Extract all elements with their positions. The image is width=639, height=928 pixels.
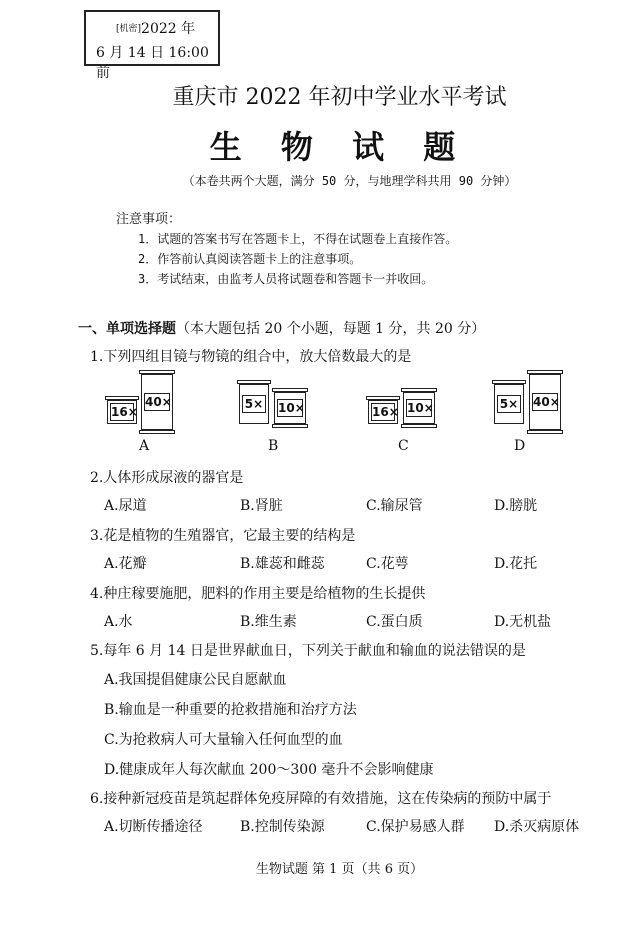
option: C.为抢救病人可大量输入任何血型的血: [104, 732, 343, 748]
option: D.无机盐: [494, 614, 552, 630]
option: B.肾脏: [240, 498, 283, 514]
option: D.健康成年人每次献血 200～300 毫升不会影响健康: [104, 762, 434, 778]
exam-title: 重庆市 2022 年初中学业水平考试: [172, 85, 507, 110]
exam-note: （本卷共两个大题，满分 50 分，与地理学科共用 90 分钟）: [182, 174, 517, 188]
question-stem: 6.接种新冠疫苗是筑起群体免疫屏障的有效措施，这在传染病的预防中属于: [90, 791, 552, 807]
subject-title: 生 物 试 题: [209, 128, 470, 166]
question-stem: 1.下列四组目镜与物镜的组合中，放大倍数最大的是: [90, 349, 412, 365]
option: B.控制传染源: [240, 819, 325, 835]
option: A.我国提倡健康公民自愿献血: [104, 672, 287, 688]
deadline-text: 6 月 14 日 16:00 前: [96, 45, 209, 81]
figure-label-c: C: [398, 438, 409, 454]
objective-b: 10×: [274, 392, 306, 424]
section-desc: （本大题包括 20 个小题，每题 1 分，共 20 分）: [176, 321, 486, 337]
objective-c: 10×: [403, 392, 435, 424]
question-stem: 5.每年 6 月 14 日是世界献血日，下列关于献血和输血的说法错误的是: [90, 643, 526, 659]
option: A.尿道: [104, 498, 147, 514]
objective-d: 40×: [529, 374, 561, 430]
section-header: [78, 318, 485, 338]
option: C.蛋白质: [366, 614, 423, 630]
option: C.输尿管: [366, 498, 423, 514]
option: A.切断传播途径: [104, 819, 203, 835]
question-stem: 3.花是植物的生殖器官，它最主要的结构是: [90, 528, 356, 544]
option: C.花萼: [366, 556, 409, 572]
page-footer: 生物试题 第 1 页（共 6 页）: [255, 862, 424, 877]
secret-mark-line: [116, 18, 195, 38]
secret-deadline-box: [84, 10, 220, 81]
option: D.膀胱: [494, 498, 538, 514]
figure-label-d: D: [514, 438, 526, 454]
eyepiece-d: 5×: [494, 384, 524, 424]
secret-year: 2022 年: [141, 21, 196, 37]
notice-heading: 注意事项：: [116, 212, 182, 227]
option: B.维生素: [240, 614, 297, 630]
eyepiece-b: 5×: [239, 384, 269, 424]
figure-label-b: B: [268, 438, 279, 454]
option: C.保护易感人群: [366, 819, 465, 835]
notice-item: 1．试题的答案书写在答题卡上，不得在试题卷上直接作答。: [138, 232, 458, 246]
option: B.输血是一种重要的抢救措施和治疗方法: [104, 702, 357, 718]
notice-item: 2．作答前认真阅读答题卡上的注意事项。: [138, 252, 362, 266]
option: A.花瓣: [104, 556, 147, 572]
eyepiece-a: 16×: [107, 400, 137, 424]
question-stem: 4.种庄稼要施肥，肥料的作用主要是给植物的生长提供: [90, 586, 426, 602]
section-title: 一、单项选择题: [78, 321, 176, 337]
option: D.杀灭病原体: [494, 819, 580, 835]
option: D.花托: [494, 556, 538, 572]
option: A.水: [104, 614, 133, 630]
notice-item: 3．考试结束，由监考人员将试题卷和答题卡一并收回。: [138, 272, 434, 286]
option: B.雄蕊和雌蕊: [240, 556, 325, 572]
figure-label-a: A: [139, 438, 150, 454]
secret-mark: [机密]: [116, 24, 142, 34]
objective-a: 40×: [141, 374, 173, 430]
eyepiece-c: 16×: [368, 400, 398, 424]
question-stem: 2.人体形成尿液的器官是: [90, 470, 244, 486]
